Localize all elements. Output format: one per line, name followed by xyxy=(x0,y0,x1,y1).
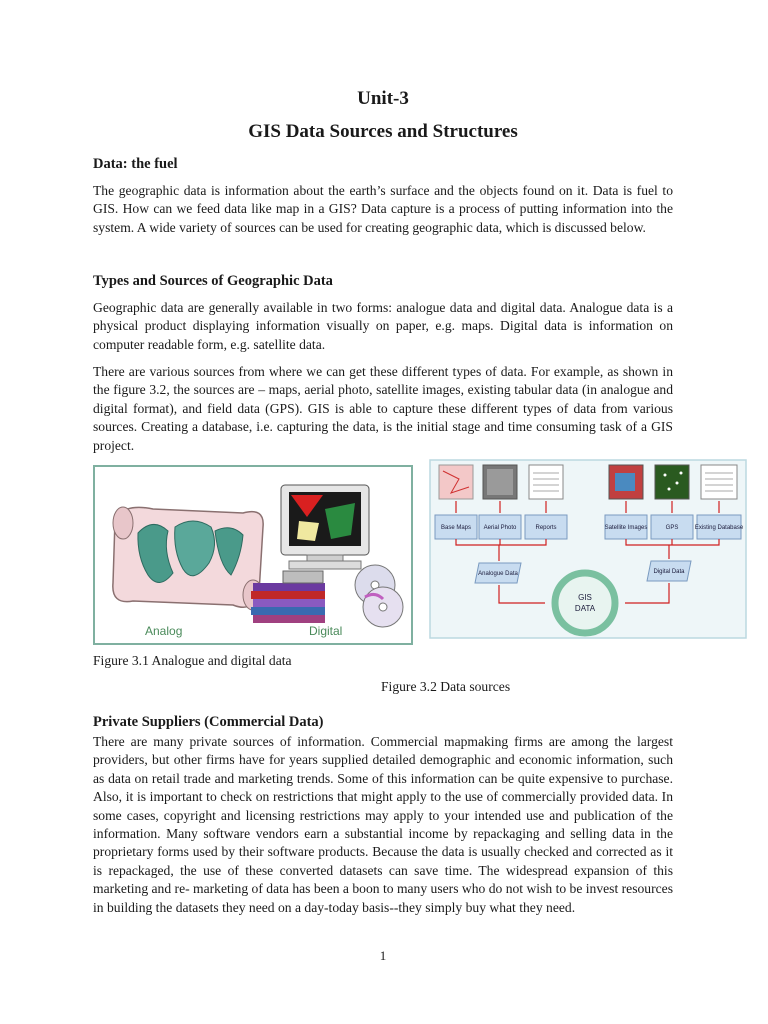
box-analogue-data: Analogue Data xyxy=(478,571,518,577)
paragraph-types-1: Geographic data are generally available in two forms: analogue data and digital data. Analogue data is a physical product displaying information visually on paper, e.g. maps. Digital data is information on computer readable form, e.g. satellite data. xyxy=(93,300,673,352)
figure-caption-3-1: Figure 3.1 Analogue and digital data xyxy=(93,653,292,668)
figure-analogue-digital xyxy=(93,465,413,645)
label-digital: Digital xyxy=(309,624,343,638)
data-sources-diagram xyxy=(429,459,747,639)
section-heading-private-suppliers: Private Suppliers (Commercial Data) xyxy=(93,714,324,730)
analogue-digital-illustration xyxy=(93,465,413,645)
paragraph-private-suppliers: There are many private sources of information. Commercial mapmaking firms are among the largest providers, but other firms have for years supplied detailed demographic and economic information, such as data on retail trade and marketing trends. Some of this information can be quite expensive to purchase. Also, it is important to check on restrictions that might apply to the use of commercially provided data. In some cases, copyright and licensing restrictions may apply to your intended use and publication of the information. Many software vendors earn a substantial income by repackaging and selling data in the proprietary forms used by their software products. Because the data is usually checked and corrected as it is repackaged, the use of these converted datasets can save time. The widespread expansion of this marketing and re- marketing of data has been a boon to many users who do not wish to be invest resources in building the datasets they need on a day-today basis--they simply buy what they need. xyxy=(93,734,673,915)
figure-data-sources xyxy=(429,459,747,639)
gis-data-line2: DATA xyxy=(574,604,596,613)
figure-caption-3-2: Figure 3.2 Data sources xyxy=(381,679,511,694)
box-aerial-photo: Aerial Photo xyxy=(483,525,517,531)
unit-heading: Unit-3 xyxy=(357,88,409,109)
box-gps: GPS xyxy=(665,525,679,531)
box-base-maps: Base Maps xyxy=(440,525,472,531)
box-existing-database: Existing Database xyxy=(694,525,744,531)
page-title: GIS Data Sources and Structures xyxy=(248,121,518,142)
section-heading-types-sources: Types and Sources of Geographic Data xyxy=(93,273,333,289)
paragraph-types-2: There are various sources from where we can get these different types of data. For example, as shown in the figure 3.2, the sources are – maps, aerial photo, satellite images, existing tabular data (in analogue and digital format), and field data (GPS). GIS is able to capture these different types of data from various sources. Creating a database, i.e. capturing the data, is the initial stage and time consuming task of a GIS project. xyxy=(93,364,673,453)
box-satellite-images: Satellite Images xyxy=(604,525,648,531)
section-heading-data-fuel: Data: the fuel xyxy=(93,156,178,172)
paragraph-data-fuel: The geographic data is information about the earth’s surface and the objects found on it. Data is fuel to GIS. How can we feed data like map in a GIS? Data capture is a process of putting information into the system. A wide variety of sources can be used for creating geographic data, which is discussed below. xyxy=(93,183,673,235)
page-number: 1 xyxy=(379,948,387,963)
label-analog: Analog xyxy=(145,624,183,638)
gis-data-line1: GIS xyxy=(578,593,592,602)
box-digital-data: Digital Data xyxy=(653,569,685,575)
box-reports: Reports xyxy=(535,525,557,531)
